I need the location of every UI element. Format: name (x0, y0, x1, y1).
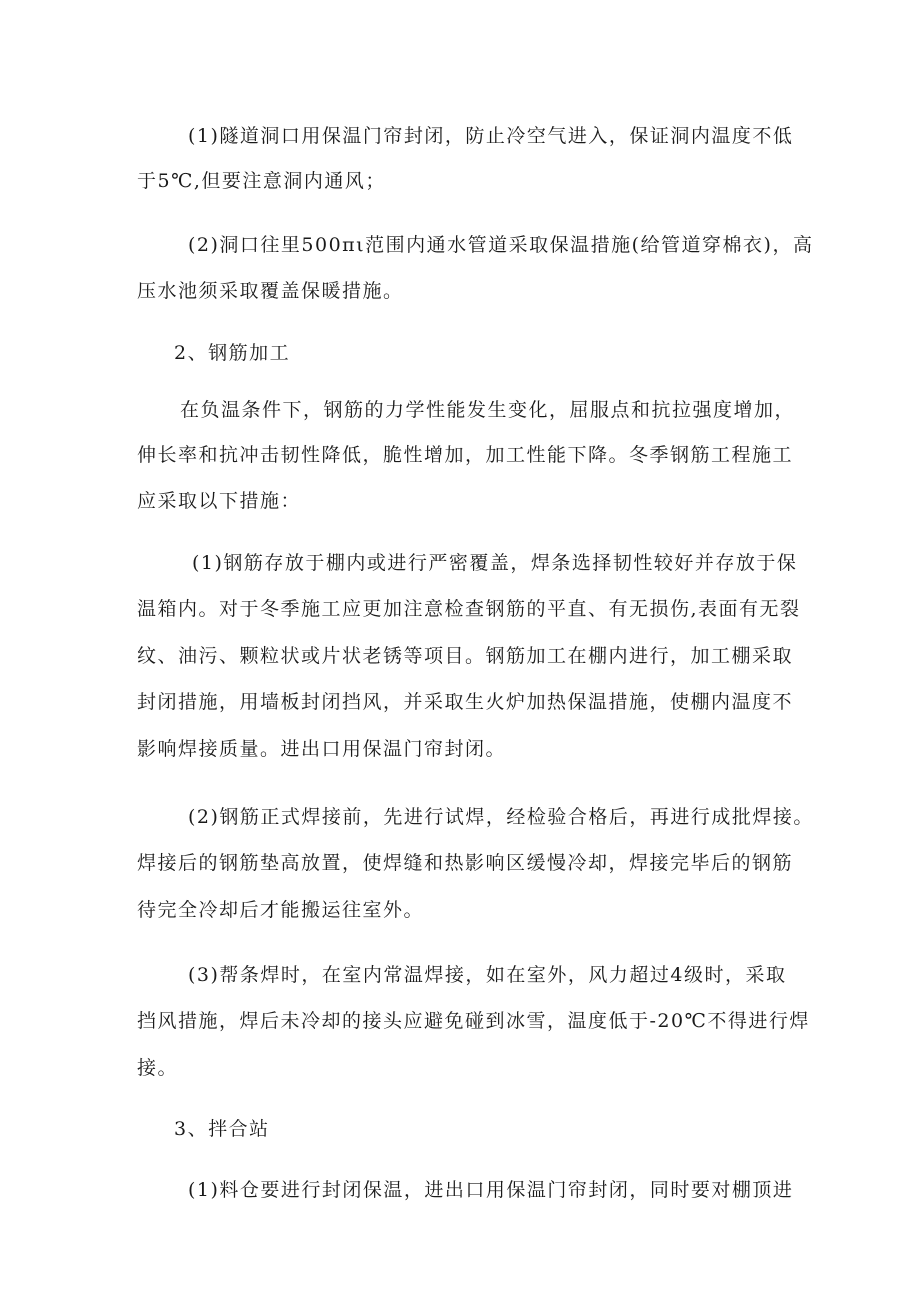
text-line: 焊接后的钢筋垫高放置，使焊缝和热影响区缓慢冷却，焊接完毕后的钢筋 (137, 852, 794, 874)
text-line: (3)帮条焊时，在室内常温焊接，如在室外，风力超过4级时，采取 (188, 964, 787, 986)
text-line: (1)料仓要进行封闭保温，进出口用保温门帘封闭，同时要对棚顶进 (188, 1179, 794, 1201)
text-line: (1)钢筋存放于棚内或进行严密覆盖，焊条选择韧性较好并存放于保 (192, 552, 798, 574)
text-line: 在负温条件下，钢筋的力学性能发生变化，屈服点和抗拉强度增加， (180, 399, 796, 421)
text-line: 接。 (137, 1057, 179, 1079)
text-line: 伸长率和抗冲击韧性降低，脆性增加，加工性能下降。冬季钢筋工程施工 (137, 444, 794, 466)
text-line: 温箱内。对于冬季施工应更加注意检查钢筋的平直、有无损伤,表面有无裂 (137, 598, 801, 620)
text-line: (2)钢筋正式焊接前，先进行试焊，经检验合格后，再进行成批焊接。 (188, 806, 814, 828)
text-line: (2)洞口往里500πι范围内通水管道采取保温措施(给管道穿棉衣)，高 (188, 234, 814, 256)
text-line: 纹、油污、颗粒状或片状老锈等项目。钢筋加工在棚内进行，加工棚采取 (137, 645, 794, 667)
text-line: 影响焊接质量。进出口用保温门帘封闭。 (137, 738, 507, 760)
text-line: (1)隧道洞口用保温门帘封闭，防止冷空气进入，保证洞内温度不低 (188, 125, 794, 147)
text-line: 压水池须采取覆盖保暖措施。 (137, 280, 404, 302)
section-heading: 3、拌合站 (174, 1118, 270, 1140)
text-line: 于5℃,但要注意洞内通风； (137, 170, 386, 192)
text-line: 待完全冷却后才能搬运往室外。 (137, 899, 425, 921)
text-line: 应采取以下措施： (137, 490, 302, 512)
text-line: 挡风措施，焊后未冷却的接头应避免碰到冰雪，温度低于-20℃不得进行焊 (137, 1010, 810, 1032)
section-heading: 2、钢筋加工 (174, 342, 291, 364)
text-line: 封闭措施，用墙板封闭挡风，并采取生火炉加热保温措施，使棚内温度不 (137, 691, 794, 713)
